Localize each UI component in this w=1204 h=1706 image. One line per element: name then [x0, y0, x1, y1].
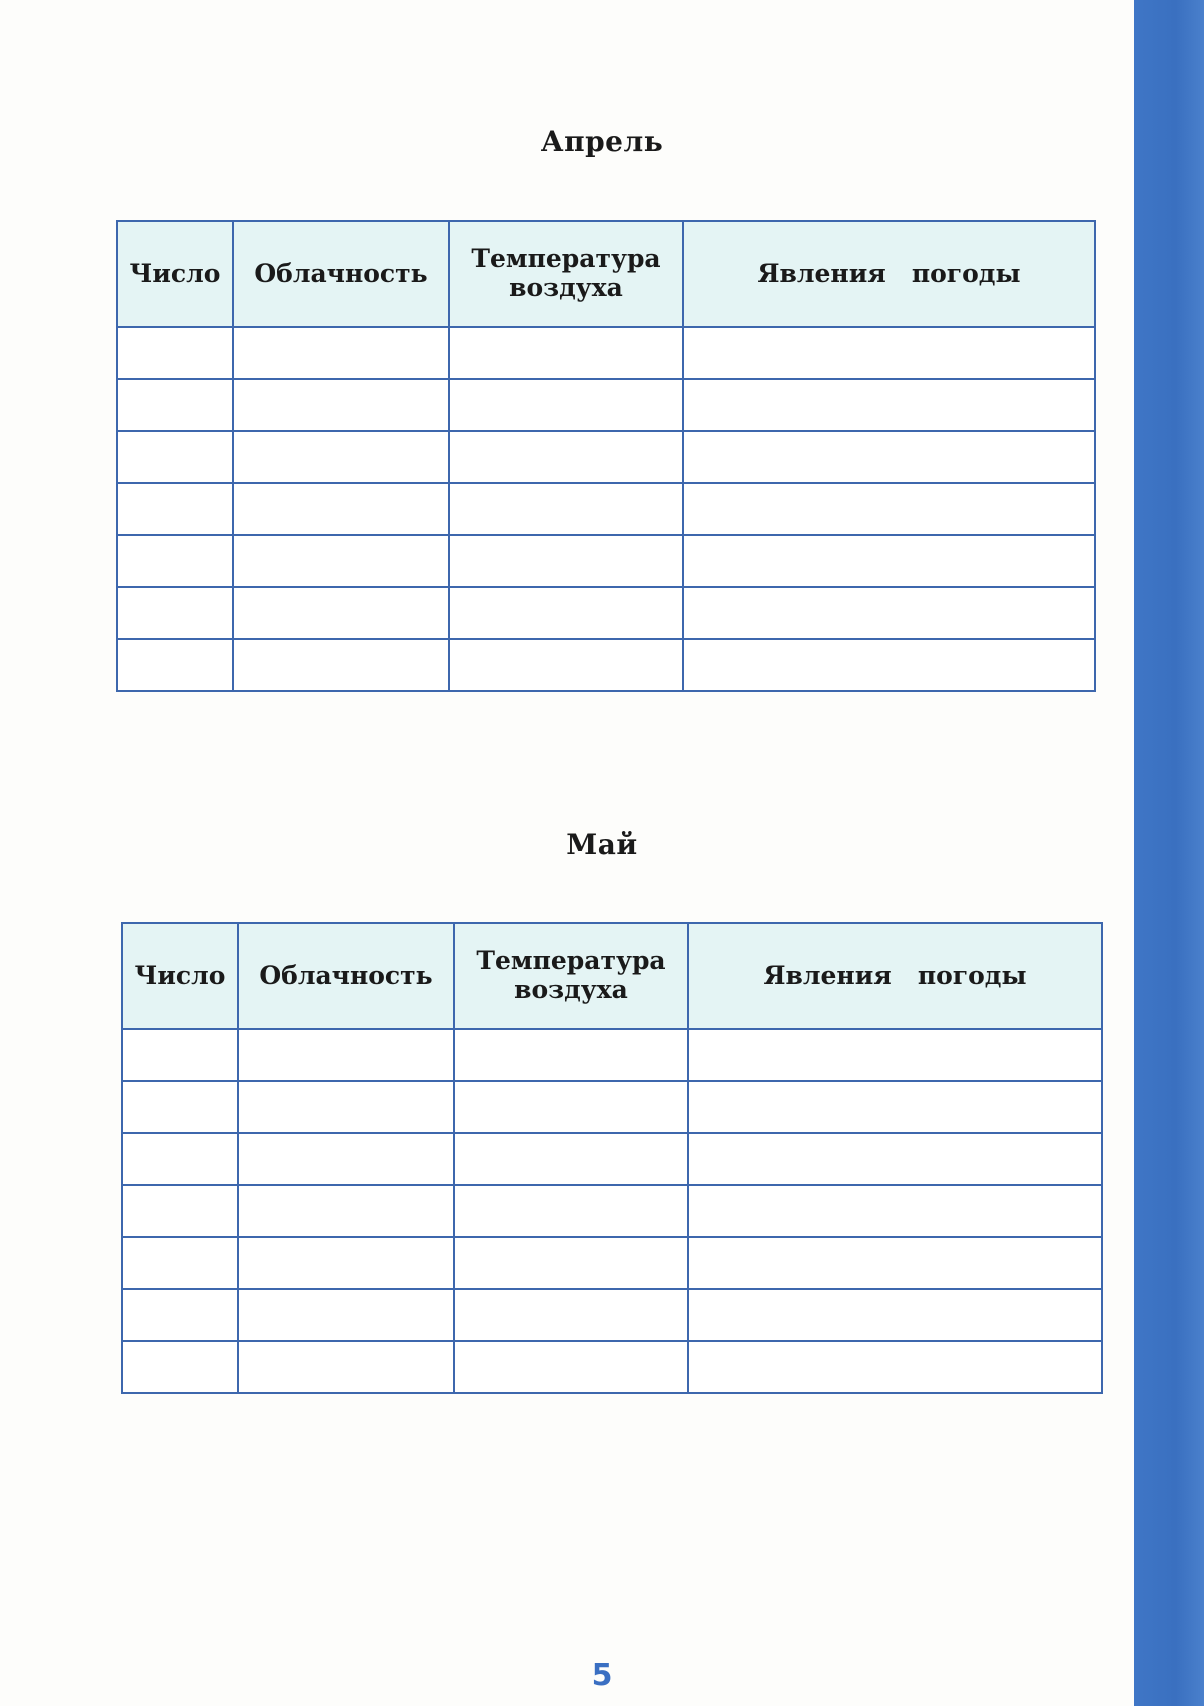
cell-weather-phenomena[interactable]	[688, 1341, 1102, 1393]
cell-cloudiness[interactable]	[233, 483, 449, 535]
table-row	[122, 1341, 1102, 1393]
cell-air-temperature[interactable]	[449, 379, 683, 431]
cell-weather-phenomena[interactable]	[683, 587, 1095, 639]
header-air-temperature	[454, 923, 688, 1029]
cell-cloudiness[interactable]	[238, 1133, 454, 1185]
cell-day[interactable]	[122, 1289, 238, 1341]
cell-cloudiness[interactable]	[233, 431, 449, 483]
table-row	[122, 1289, 1102, 1341]
table-row	[117, 639, 1095, 691]
table-row	[117, 483, 1095, 535]
cell-day[interactable]	[122, 1237, 238, 1289]
table-header-row	[117, 221, 1095, 327]
cell-weather-phenomena[interactable]	[683, 483, 1095, 535]
cell-weather-phenomena[interactable]	[688, 1237, 1102, 1289]
cell-day[interactable]	[117, 483, 233, 535]
may-table-body	[122, 1029, 1102, 1393]
may-weather-table	[121, 922, 1103, 1394]
table-row	[122, 1185, 1102, 1237]
cell-air-temperature[interactable]	[449, 327, 683, 379]
cell-air-temperature[interactable]	[449, 431, 683, 483]
cell-air-temperature[interactable]	[454, 1289, 688, 1341]
table-row	[122, 1237, 1102, 1289]
cell-cloudiness[interactable]	[233, 535, 449, 587]
cell-cloudiness[interactable]	[233, 587, 449, 639]
header-day: Число	[117, 221, 233, 327]
cell-cloudiness[interactable]	[238, 1081, 454, 1133]
cell-day[interactable]	[117, 327, 233, 379]
cell-day[interactable]	[122, 1185, 238, 1237]
cell-air-temperature[interactable]	[454, 1185, 688, 1237]
table-row	[122, 1029, 1102, 1081]
april-weather-table	[116, 220, 1096, 692]
cell-cloudiness[interactable]	[238, 1341, 454, 1393]
header-weather-phenomena: Явления погоды	[688, 923, 1102, 1029]
cell-air-temperature[interactable]	[454, 1029, 688, 1081]
header-air-temperature	[449, 221, 683, 327]
header-air-temperature-line1: Температура	[471, 244, 661, 274]
cell-air-temperature[interactable]	[454, 1133, 688, 1185]
header-cloudiness: Облачность	[233, 221, 449, 327]
cell-cloudiness[interactable]	[233, 379, 449, 431]
cell-weather-phenomena[interactable]	[688, 1185, 1102, 1237]
cell-cloudiness[interactable]	[238, 1029, 454, 1081]
cell-day[interactable]	[117, 587, 233, 639]
cell-day[interactable]	[117, 639, 233, 691]
cell-day[interactable]	[122, 1133, 238, 1185]
cell-air-temperature[interactable]	[449, 535, 683, 587]
cell-weather-phenomena[interactable]	[688, 1289, 1102, 1341]
table-row	[117, 535, 1095, 587]
cell-weather-phenomena[interactable]	[683, 431, 1095, 483]
table-row	[117, 587, 1095, 639]
cell-weather-phenomena[interactable]	[683, 535, 1095, 587]
header-air-temperature-line1: Температура	[476, 946, 666, 976]
cell-air-temperature[interactable]	[454, 1237, 688, 1289]
header-air-temperature-line2: воздуха	[514, 975, 628, 1004]
header-day: Число	[122, 923, 238, 1029]
cell-air-temperature[interactable]	[454, 1341, 688, 1393]
cell-day[interactable]	[122, 1341, 238, 1393]
cell-weather-phenomena[interactable]	[683, 379, 1095, 431]
cell-weather-phenomena[interactable]	[683, 327, 1095, 379]
cell-cloudiness[interactable]	[238, 1237, 454, 1289]
table-row	[117, 327, 1095, 379]
cell-air-temperature[interactable]	[449, 483, 683, 535]
header-air-temperature-line2: воздуха	[509, 273, 623, 302]
header-cloudiness: Облачность	[238, 923, 454, 1029]
table-row	[117, 379, 1095, 431]
cell-weather-phenomena[interactable]	[688, 1081, 1102, 1133]
page-number: 5	[591, 1658, 613, 1693]
cell-cloudiness[interactable]	[233, 639, 449, 691]
cell-air-temperature[interactable]	[449, 587, 683, 639]
cell-weather-phenomena[interactable]	[683, 639, 1095, 691]
cell-air-temperature[interactable]	[449, 639, 683, 691]
table-header-row	[122, 923, 1102, 1029]
april-table-body	[117, 327, 1095, 691]
april-title: Апрель	[540, 125, 664, 158]
table-row	[122, 1133, 1102, 1185]
header-weather-phenomena: Явления погоды	[683, 221, 1095, 327]
table-row	[122, 1081, 1102, 1133]
cell-day[interactable]	[122, 1029, 238, 1081]
cell-day[interactable]	[117, 535, 233, 587]
cell-cloudiness[interactable]	[238, 1185, 454, 1237]
cell-day[interactable]	[117, 379, 233, 431]
cell-day[interactable]	[122, 1081, 238, 1133]
cell-day[interactable]	[117, 431, 233, 483]
cell-cloudiness[interactable]	[233, 327, 449, 379]
cell-weather-phenomena[interactable]	[688, 1029, 1102, 1081]
cell-weather-phenomena[interactable]	[688, 1133, 1102, 1185]
may-title: Май	[566, 828, 638, 861]
cell-air-temperature[interactable]	[454, 1081, 688, 1133]
table-row	[117, 431, 1095, 483]
cell-cloudiness[interactable]	[238, 1289, 454, 1341]
